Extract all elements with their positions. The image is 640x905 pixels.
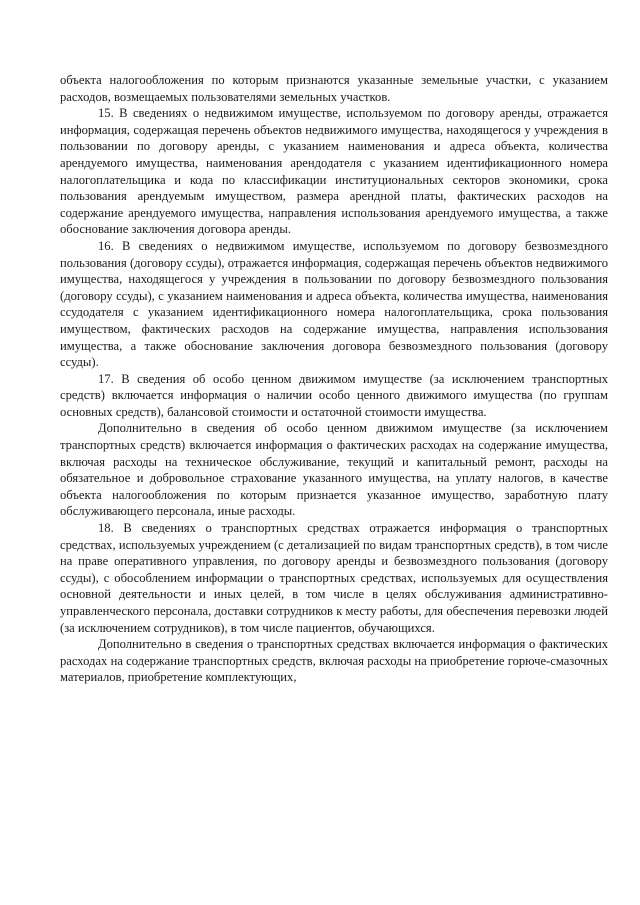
paragraph-continuation: объекта налогообложения по которым признаются указанные земельные участки, с указанием расходов, возмещаемых пользователями земельных участков. [60, 73, 608, 104]
paragraph-17-valuable-movable-property: 17. В сведения об особо ценном движимом имуществе (за исключением транспортных средств) включается информация о наличии особо ценного движимого имущества (по группам основных средств), балансовой стоимости и остаточной стоимости имущества. [60, 371, 608, 419]
paragraph-18-additional-vehicle-expenses: Дополнительно в сведения о транспортных средствах включается информация о фактических расходах на содержание транспортных средств, включая расходы на приобретение горюче-смазочных материалов, приобретение комплектующих, [60, 637, 608, 685]
paragraph-15-leased-real-estate: 15. В сведениях о недвижимом имуществе, используемом по договору аренды, отражается информация, содержащая перечень объектов недвижимого имущества, находящегося у учреждения в пользовании по договору аренды, с указанием наименования и адреса объекта, количества арендуемого имущества, наименования арендодателя с указанием идентификационного номера налогоплательщика и кода по классификации институциональных секторов экономики, срока пользования арендуемым имуществом, размера арендной платы, фактических расходов на содержание арендуемого имущества, направления использования арендуемого имущества, а также обоснование заключения договора аренды. [60, 106, 608, 237]
paragraph-17-additional-expenses: Дополнительно в сведения об особо ценном движимом имуществе (за исключением транспортных средств) включается информация о фактических расходах на содержание имущества, включая расходы на техническое обслуживание, текущий и капитальный ремонт, расходы на обязательное и добровольное страхование указанного имущества, на уплату налогов, в качестве объекта налогообложения по которым признается указанное имущество, заработную плату обслуживающего персонала, иные расходы. [60, 421, 608, 519]
paragraph-16-free-use-real-estate: 16. В сведениях о недвижимом имуществе, используемом по договору безвозмездного пользования (договору ссуды), отражается информация, содержащая перечень объектов недвижимого имущества, находящегося у учреждения в пользовании по договору безвозмездного пользования (договору ссуды), с указанием наименования и адреса объекта, количества имущества, наименования ссудодателя с указанием идентификационного номера налогоплательщика, срока пользования имуществом, фактических расходов на содержание имущества, направления использования имущества, а также обоснование заключения договора безвозмездного пользования (договору ссуды). [60, 238, 608, 370]
document-page [60, 72, 608, 686]
paragraph-18-vehicles: 18. В сведениях о транспортных средствах отражается информация о транспортных средствах, используемых учреждением (с детализацией по видам транспортных средств), в том числе на праве оперативного управления, по договору аренды и безвозмездного пользования (договору ссуды), с обособлением информации о транспортных средствах, используемых для осуществления основной деятельности и иных целей, в том числе в целях обслуживания административно-управленческого персонала, доставки сотрудников к месту работы, для обеспечения перевозки людей (за исключением сотрудников), в том числе пациентов, обучающихся. [60, 521, 608, 635]
